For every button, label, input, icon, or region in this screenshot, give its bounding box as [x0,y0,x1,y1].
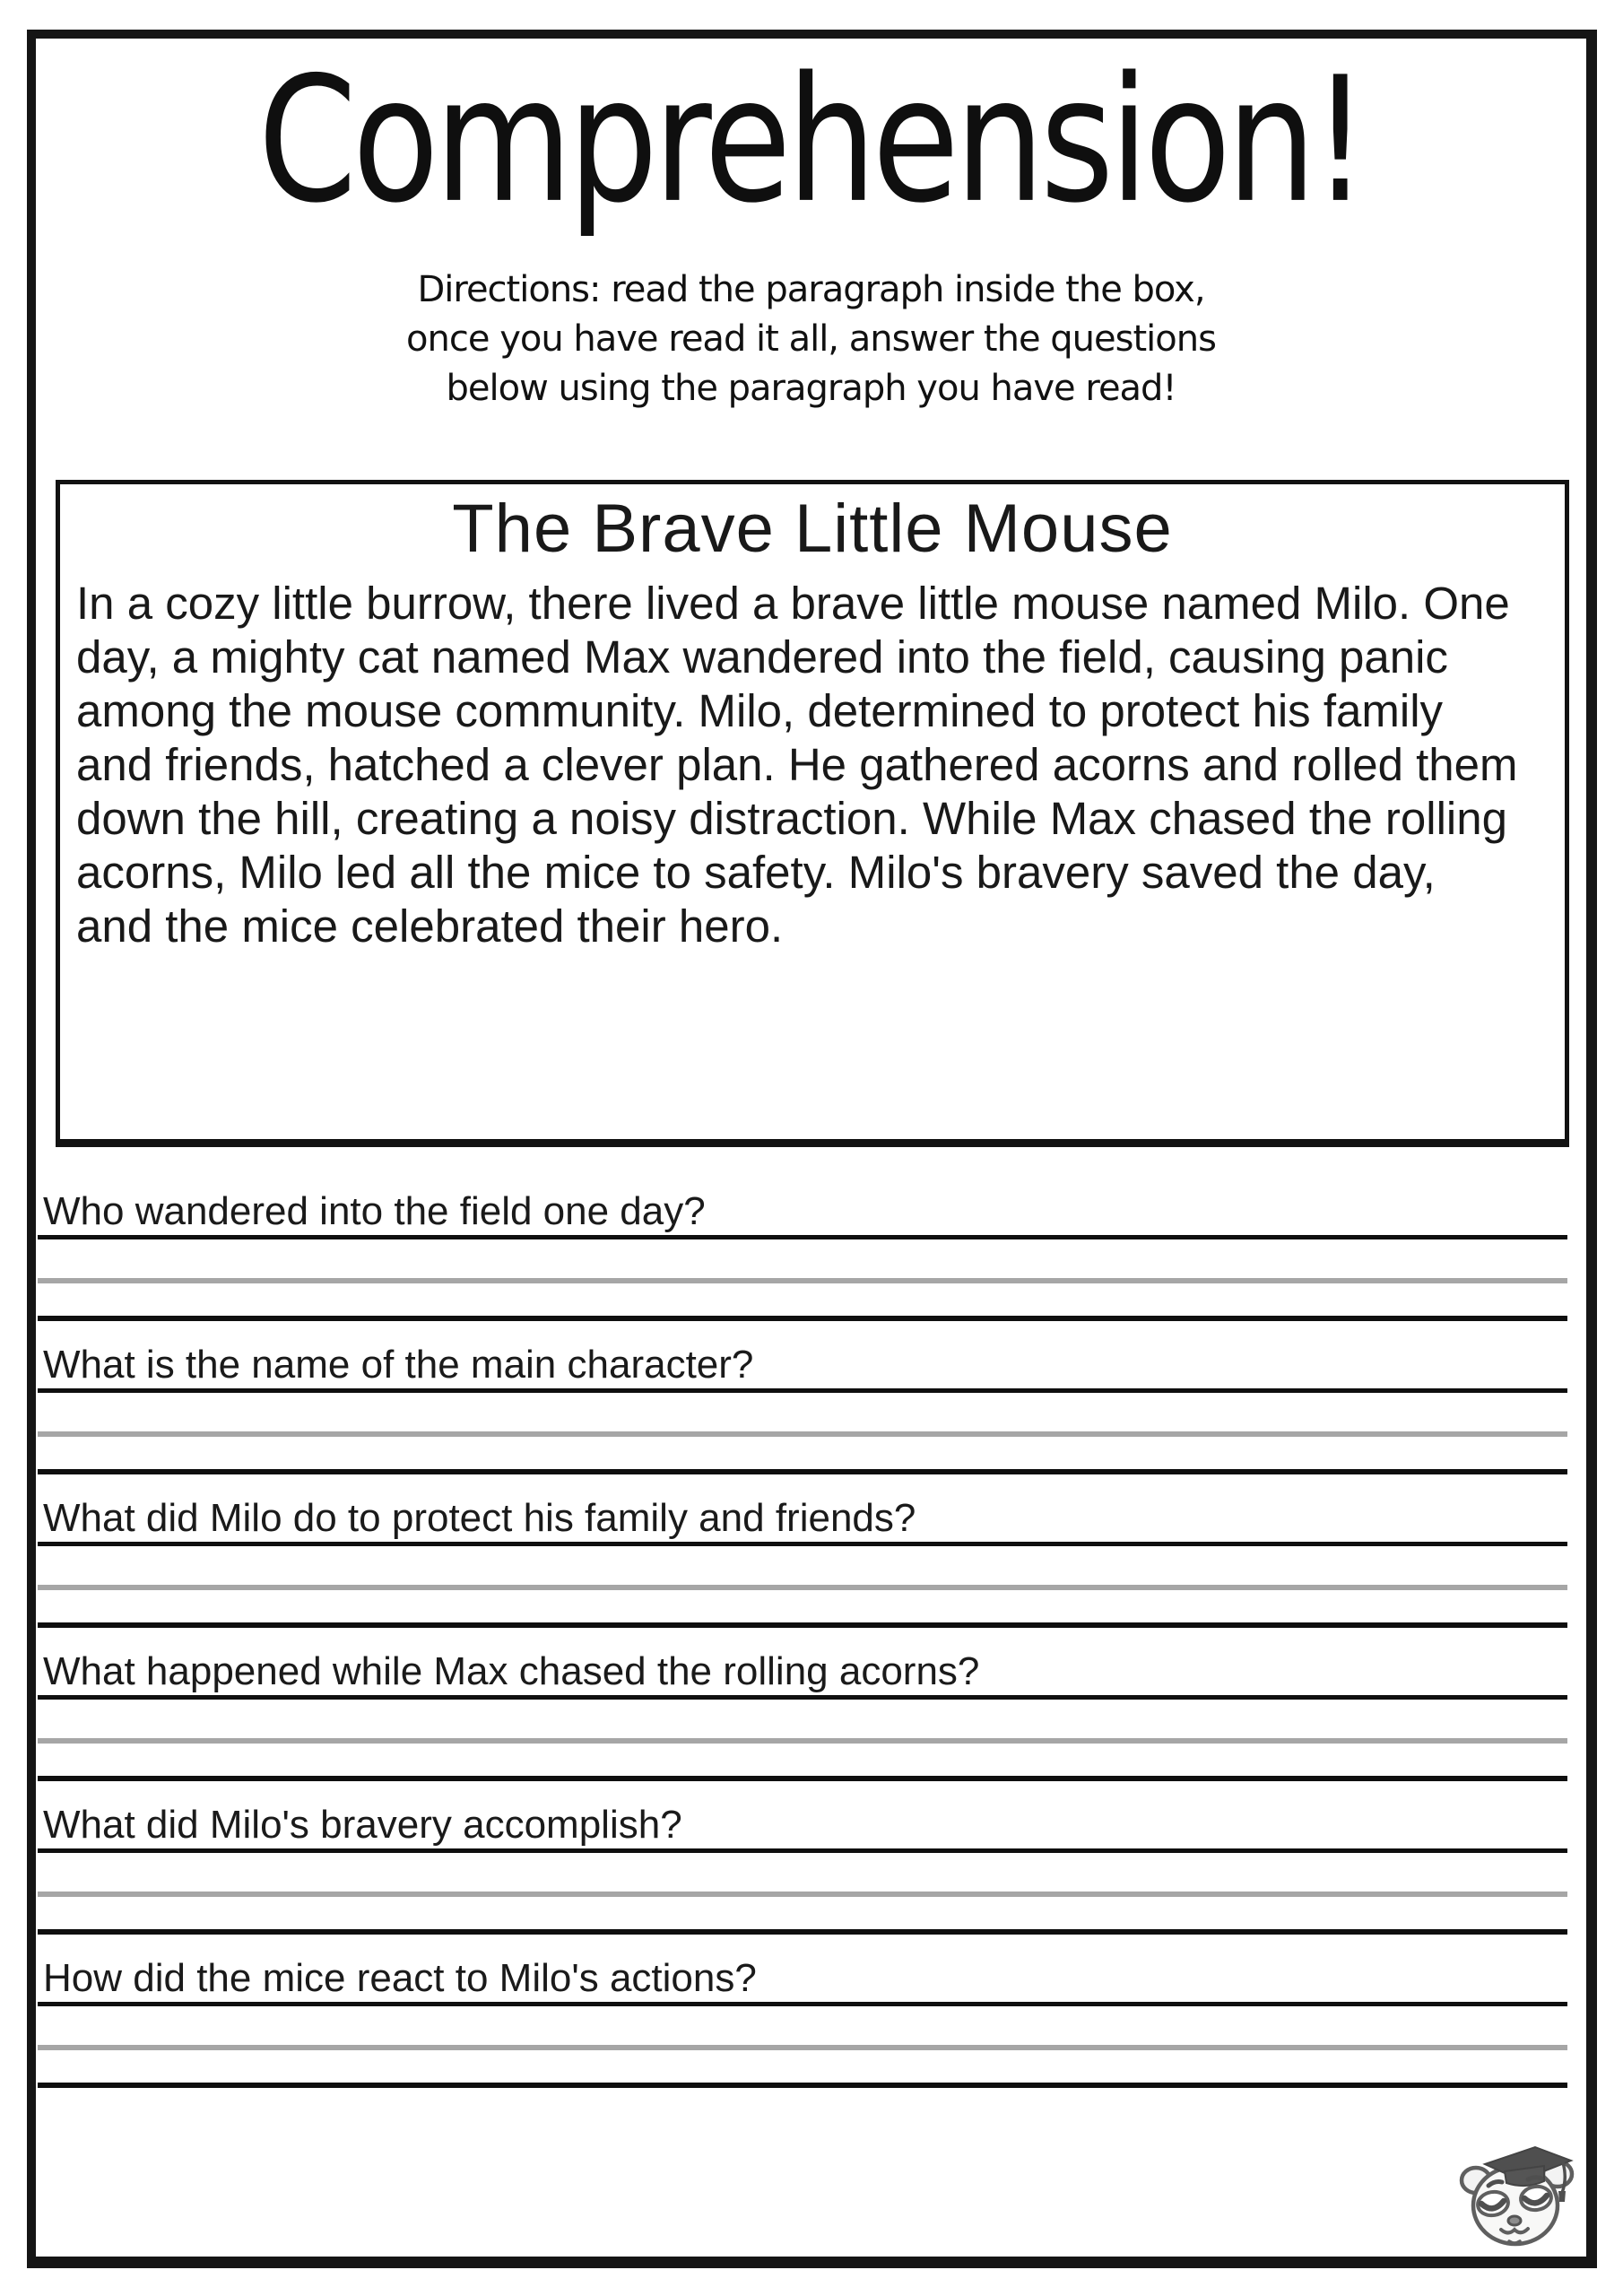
directions-line: once you have read it all, answer the questions [406,318,1216,360]
question-text: What did Milo's bravery accomplish? [38,1788,1567,1853]
answer-line [38,1278,1567,1283]
question-text: What did Milo do to protect his family and friends? [38,1482,1567,1546]
question-text: How did the mice react to Milo's actions? [38,1942,1567,2006]
panda-graduate-logo [1456,2139,1582,2251]
answer-line [38,2083,1567,2088]
answer-line [38,1585,1567,1590]
worksheet-title: Comprehension! [257,39,1365,242]
question-block [38,1942,1567,2095]
answer-line [38,1929,1567,1935]
answer-line [38,1316,1567,1321]
passage-box [56,480,1569,1147]
question-block [38,1482,1567,1635]
passage-text: In a cozy little burrow, there lived a brave little mouse named Milo. One day, a mighty cat named Max wandered into the field, causing panic among the mouse community. Milo, determined to protect his family and friends, hatched a clever plan. He gathered acorns and rolled them down the hill, creating a noisy distraction. While Max chased the rolling acorns, Milo led all the mice to safety. Milo's bravery saved the day, and the mice celebrated their hero. [76,578,1518,952]
directions [36,265,1586,413]
question-text: What happened while Max chased the rolling acorns? [38,1635,1567,1700]
question-block [38,1788,1567,1942]
directions-line: below using the paragraph you have read! [446,368,1176,409]
answer-line [38,1776,1567,1781]
answer-line [38,2045,1567,2050]
answer-line [38,1622,1567,1628]
answer-line [38,1431,1567,1437]
worksheet-page [27,30,1597,2268]
passage-title: The Brave Little Mouse [452,491,1173,567]
directions-line: Directions: read the paragraph inside the box, [417,269,1205,310]
questions-section [38,1175,1567,2095]
question-block [38,1635,1567,1788]
question-text: What is the name of the main character? [38,1328,1567,1393]
question-text: Who wandered into the field one day? [38,1175,1567,1239]
answer-line [38,1892,1567,1897]
answer-line [38,1738,1567,1744]
question-block [38,1175,1567,1328]
answer-line [38,1469,1567,1474]
panda-graduate-icon [1456,2139,1582,2251]
question-block [38,1328,1567,1482]
